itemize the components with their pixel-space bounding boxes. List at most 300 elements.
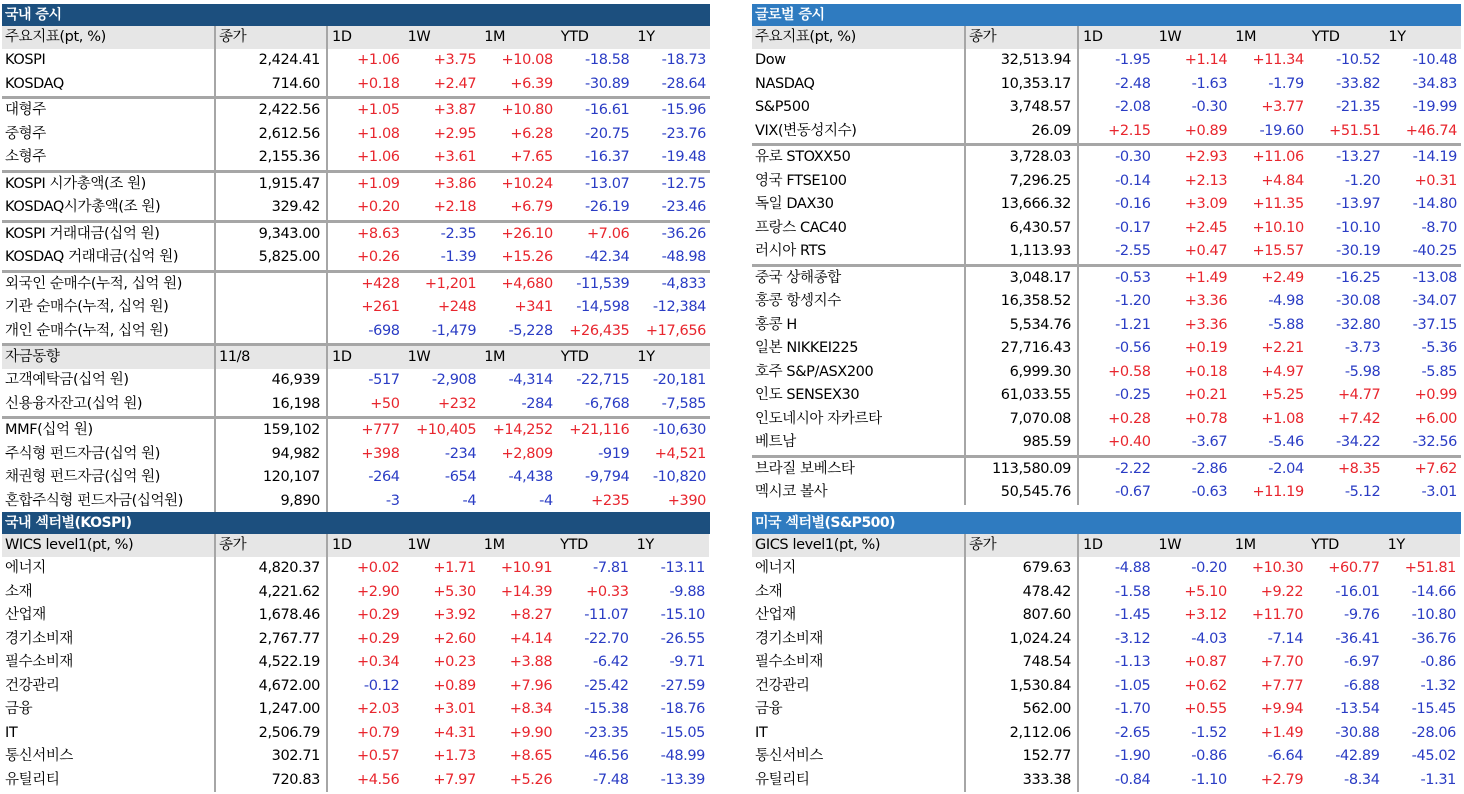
- close-value: 1,915.47: [215, 171, 327, 196]
- table-row: [752, 96, 1461, 120]
- table-row: [752, 265, 1461, 290]
- change-value: +390: [667, 492, 706, 509]
- change-value: +11.06: [1231, 145, 1308, 170]
- change-value: -0.30: [1191, 99, 1228, 116]
- change-value: +0.26: [357, 249, 400, 266]
- column-header: WICS level1(pt, %): [2, 534, 215, 557]
- change-value: -5,228: [508, 322, 553, 339]
- change-value: -1.10: [1191, 771, 1227, 788]
- change-value: +5.25: [1261, 387, 1304, 404]
- table-row: [2, 466, 710, 490]
- change-value: -10.52: [1336, 52, 1381, 69]
- change-value: +3.75: [433, 52, 477, 69]
- change-value: -3: [385, 492, 400, 509]
- table-row: [752, 456, 1461, 481]
- change-value: +3.77: [1261, 99, 1304, 116]
- row-label: KOSPI 거래대금(십억 원): [2, 221, 215, 246]
- change-value: +7.62: [1384, 456, 1461, 481]
- change-value: +0.40: [1108, 434, 1151, 451]
- change-value: +51.51: [1329, 122, 1381, 139]
- change-value: +4.56: [356, 771, 400, 788]
- row-label: 에너지: [2, 557, 215, 581]
- change-value: -15.38: [584, 701, 629, 718]
- table-row: [2, 675, 709, 699]
- change-value: +9.94: [1260, 701, 1304, 718]
- change-value: -2.65: [1114, 724, 1151, 741]
- change-value: -0.16: [1115, 196, 1151, 213]
- change-value: -3.73: [1344, 340, 1381, 357]
- row-label: 에너지: [752, 557, 965, 581]
- change-value: +5.10: [1184, 583, 1227, 600]
- change-value: -6,768: [585, 395, 630, 412]
- table-row: [2, 393, 710, 418]
- row-label: 채권형 펀드자금(십억 원): [2, 466, 215, 490]
- column-header: 1M: [1231, 534, 1307, 557]
- column-header: 1M: [480, 534, 556, 557]
- change-value: -1.20: [1115, 293, 1151, 310]
- change-value: +46.74: [1405, 122, 1457, 139]
- close-value: 27,716.43: [965, 337, 1078, 361]
- table-row: [2, 246, 710, 271]
- table-row: [752, 290, 1461, 314]
- sp500-sector-title: 미국 섹터별(S&P500): [752, 512, 1461, 534]
- sp500-sector-panel: [752, 512, 1461, 792]
- change-value: -1.32: [1420, 677, 1456, 694]
- row-label: 독일 DAX30: [752, 193, 965, 217]
- change-value: -0.56: [1115, 340, 1151, 357]
- change-value: -4,438: [508, 469, 553, 486]
- change-value: +235: [591, 492, 630, 509]
- change-value: -32.56: [1412, 434, 1457, 451]
- table-row: [752, 193, 1461, 217]
- row-label: 중국 상해종합: [752, 265, 965, 290]
- change-value: -10.80: [1411, 607, 1456, 624]
- change-value: +7.06: [557, 221, 634, 246]
- change-value: +0.78: [1184, 410, 1228, 427]
- row-label: 베트남: [752, 431, 965, 456]
- change-value: -27.59: [660, 677, 705, 694]
- close-value: 2,767.77: [215, 628, 327, 652]
- change-value: +11.35: [1252, 196, 1304, 213]
- domestic-market-table: [2, 26, 710, 513]
- column-header: 1Y: [633, 345, 710, 370]
- change-value: -1.63: [1191, 75, 1228, 92]
- change-value: -13.11: [660, 560, 705, 577]
- change-value: -0.14: [1115, 172, 1151, 189]
- table-row: [752, 481, 1461, 505]
- change-value: -5.98: [1344, 363, 1381, 380]
- change-value: +3.01: [433, 701, 476, 718]
- change-value: +428: [327, 271, 404, 296]
- change-value: -34.22: [1336, 434, 1381, 451]
- change-value: +0.47: [1184, 243, 1228, 260]
- change-value: +777: [327, 418, 404, 443]
- change-value: -32.80: [1336, 316, 1381, 333]
- close-value: 6,430.57: [965, 217, 1078, 241]
- change-value: -1.05: [1114, 677, 1151, 694]
- change-value: +4,680: [480, 271, 557, 296]
- close-value: 16,358.52: [965, 290, 1078, 314]
- close-value: 302.71: [215, 745, 327, 769]
- change-value: +1.06: [357, 149, 400, 166]
- close-value: 720.83: [215, 769, 327, 793]
- change-value: -6.64: [1267, 748, 1304, 765]
- row-label: 프랑스 CAC40: [752, 217, 965, 241]
- row-label: 기관 순매수(누적, 십억 원): [2, 296, 215, 320]
- change-value: -36.41: [1335, 630, 1380, 647]
- change-value: +6.28: [510, 125, 553, 142]
- change-value: -9.88: [669, 583, 705, 600]
- column-header: 1D: [327, 26, 404, 49]
- change-value: +0.29: [356, 607, 400, 624]
- close-value: 333.38: [965, 769, 1078, 793]
- close-value: [215, 296, 327, 320]
- table-row: [2, 73, 710, 98]
- table-row: [752, 73, 1461, 97]
- column-header: 주요지표(pt, %): [2, 26, 215, 49]
- change-value: -30.88: [1335, 724, 1380, 741]
- global-market-title: 글로벌 증시: [752, 4, 1461, 26]
- change-value: +2.21: [1261, 340, 1304, 357]
- change-value: -7.48: [593, 771, 629, 788]
- change-value: +2.45: [1184, 219, 1228, 236]
- change-value: -30.19: [1336, 243, 1381, 260]
- close-value: 26.09: [965, 120, 1078, 145]
- change-value: -1.39: [440, 249, 477, 266]
- change-value: -1.70: [1114, 701, 1151, 718]
- change-value: -2,908: [431, 372, 477, 389]
- close-value: 1,678.46: [215, 604, 327, 628]
- change-value: +2.95: [433, 125, 477, 142]
- close-value: [215, 320, 327, 345]
- table-row: [2, 296, 710, 320]
- change-value: +0.20: [357, 199, 400, 216]
- close-value: 4,820.37: [215, 557, 327, 581]
- change-value: +1.09: [327, 171, 404, 196]
- row-label: 외국인 순매수(누적, 십억 원): [2, 271, 215, 296]
- change-value: +7.65: [510, 149, 553, 166]
- change-value: -1.58: [1114, 583, 1151, 600]
- close-value: 50,545.76: [965, 481, 1078, 505]
- column-header: 1D: [1078, 534, 1154, 557]
- change-value: +0.19: [1184, 340, 1228, 357]
- change-value: -16.61: [557, 98, 634, 123]
- change-value: +21,116: [557, 418, 634, 443]
- row-label: 금융: [752, 698, 965, 722]
- change-value: +7.97: [433, 771, 476, 788]
- close-value: 679.63: [965, 557, 1078, 581]
- column-header: 11/8: [215, 345, 327, 370]
- change-value: +2.49: [1231, 265, 1308, 290]
- change-value: -33.82: [1336, 75, 1381, 92]
- column-header: 1Y: [633, 534, 709, 557]
- change-value: +3.12: [1184, 607, 1227, 624]
- row-label: 유틸리티: [752, 769, 965, 793]
- change-value: +2.60: [433, 630, 476, 647]
- change-value: -0.86: [1191, 748, 1227, 765]
- change-value: +51.81: [1404, 560, 1456, 577]
- column-header: 종가: [965, 534, 1078, 557]
- table-row: [752, 604, 1460, 628]
- close-value: 4,522.19: [215, 651, 327, 675]
- change-value: -1.20: [1344, 172, 1381, 189]
- column-header: 1M: [1231, 26, 1308, 49]
- close-value: 985.59: [965, 431, 1078, 456]
- change-value: +248: [437, 299, 477, 316]
- table-row: [752, 675, 1460, 699]
- close-value: 1,024.24: [965, 628, 1078, 652]
- row-label: 산업재: [752, 604, 965, 628]
- change-value: -9,794: [585, 469, 630, 486]
- change-value: -21.35: [1336, 99, 1381, 116]
- change-value: -16.01: [1335, 583, 1380, 600]
- close-value: 4,672.00: [215, 675, 327, 699]
- change-value: -40.25: [1412, 243, 1457, 260]
- change-value: -10,820: [652, 469, 706, 486]
- table-row: [752, 170, 1461, 194]
- close-value: 4,221.62: [215, 581, 327, 605]
- change-value: -36.26: [633, 221, 710, 246]
- table-row: [2, 49, 710, 73]
- change-value: -6.42: [593, 654, 629, 671]
- close-value: 3,048.17: [965, 265, 1078, 290]
- change-value: +3.36: [1184, 293, 1228, 310]
- change-value: -5.88: [1268, 316, 1304, 333]
- change-value: -23.35: [584, 724, 629, 741]
- close-value: 10,353.17: [965, 73, 1078, 97]
- domestic-market-title: 국내 증시: [2, 4, 710, 26]
- change-value: -13.54: [1335, 701, 1380, 718]
- column-header: 1W: [1154, 534, 1230, 557]
- change-value: +0.28: [1108, 410, 1151, 427]
- close-value: 113,580.09: [965, 456, 1078, 481]
- row-label: 러시아 RTS: [752, 240, 965, 265]
- change-value: +0.29: [356, 630, 400, 647]
- row-label: 개인 순매수(누적, 십억 원): [2, 320, 215, 345]
- change-value: -2.22: [1078, 456, 1155, 481]
- close-value: 478.42: [965, 581, 1078, 605]
- header-row: [2, 26, 710, 49]
- header-row: [752, 26, 1461, 49]
- change-value: -4,314: [508, 372, 553, 389]
- close-value: 3,748.57: [965, 96, 1078, 120]
- change-value: +2.18: [433, 199, 477, 216]
- change-value: +4,521: [654, 445, 706, 462]
- table-row: [752, 314, 1461, 338]
- row-label: KOSDAQ시가총액(조 원): [2, 196, 215, 221]
- column-header: 1W: [1155, 26, 1232, 49]
- change-value: +11.34: [1252, 52, 1304, 69]
- change-value: -30.08: [1336, 293, 1381, 310]
- change-value: +8.34: [509, 701, 553, 718]
- change-value: -18.76: [660, 701, 705, 718]
- change-value: -1.13: [1114, 654, 1151, 671]
- table-row: [752, 337, 1461, 361]
- change-value: -7.14: [1267, 630, 1304, 647]
- column-header: YTD: [557, 345, 634, 370]
- close-value: 5,534.76: [965, 314, 1078, 338]
- change-value: -10,630: [633, 418, 710, 443]
- change-value: -26.19: [585, 199, 630, 216]
- table-row: [2, 196, 710, 221]
- change-value: +3.88: [509, 654, 553, 671]
- row-label: 경기소비재: [752, 628, 965, 652]
- sp500-sector-table: [752, 534, 1461, 792]
- change-value: -28.64: [661, 75, 706, 92]
- change-value: +0.87: [1184, 654, 1227, 671]
- change-value: +15.26: [501, 249, 553, 266]
- table-row: [752, 49, 1461, 73]
- change-value: +0.34: [356, 654, 400, 671]
- change-value: +1.49: [1260, 724, 1304, 741]
- change-value: -42.34: [585, 249, 630, 266]
- change-value: +2.13: [1184, 172, 1228, 189]
- row-label: 필수소비재: [752, 651, 965, 675]
- change-value: -8.34: [1344, 771, 1380, 788]
- change-value: -1.31: [1420, 771, 1456, 788]
- change-value: -22.70: [584, 630, 629, 647]
- change-value: +1,201: [404, 271, 481, 296]
- row-label: 통신서비스: [2, 745, 215, 769]
- table-row: [2, 698, 709, 722]
- change-value: +1.08: [357, 125, 400, 142]
- change-value: +2.47: [433, 75, 477, 92]
- kospi-sector-panel: [2, 512, 710, 792]
- row-label: 고객예탁금(십억 원): [2, 369, 215, 393]
- change-value: -13.97: [1336, 196, 1381, 213]
- table-row: [752, 240, 1461, 265]
- change-value: -698: [368, 322, 400, 339]
- change-value: -48.98: [661, 249, 706, 266]
- change-value: -0.67: [1115, 484, 1151, 501]
- change-value: -48.99: [660, 748, 705, 765]
- row-label: 금융: [2, 698, 215, 722]
- row-label: 주식형 펀드자금(십억 원): [2, 443, 215, 467]
- change-value: +10.08: [501, 52, 553, 69]
- change-value: -30.89: [585, 75, 630, 92]
- change-value: +0.02: [356, 560, 400, 577]
- change-value: -4: [462, 492, 477, 509]
- global-market-panel: [752, 4, 1461, 505]
- change-value: -0.53: [1078, 265, 1155, 290]
- close-value: 16,198: [215, 393, 327, 418]
- row-label: 소재: [2, 581, 215, 605]
- table-row: [752, 769, 1460, 793]
- change-value: +261: [361, 299, 400, 316]
- header-row: [752, 534, 1460, 557]
- change-value: -19.99: [1412, 99, 1457, 116]
- change-value: -15.45: [1411, 701, 1456, 718]
- change-value: -1.52: [1191, 724, 1227, 741]
- column-header: 주요지표(pt, %): [752, 26, 965, 49]
- change-value: +8.63: [327, 221, 404, 246]
- change-value: -0.30: [1078, 145, 1155, 170]
- change-value: +7.42: [1337, 410, 1381, 427]
- change-value: +1.49: [1155, 265, 1232, 290]
- close-value: 32,513.94: [965, 49, 1078, 73]
- change-value: -264: [368, 469, 400, 486]
- change-value: -919: [598, 445, 630, 462]
- domestic-market-panel: [2, 4, 710, 513]
- column-header: 1D: [327, 534, 403, 557]
- change-value: -4.98: [1268, 293, 1304, 310]
- change-value: +0.99: [1414, 387, 1457, 404]
- change-value: +2.15: [1108, 122, 1151, 139]
- change-value: -15.10: [660, 607, 705, 624]
- change-value: +3.92: [433, 607, 476, 624]
- change-value: +60.77: [1328, 560, 1380, 577]
- table-row: [752, 557, 1460, 581]
- change-value: -12,384: [652, 299, 706, 316]
- change-value: -18.58: [585, 52, 630, 69]
- change-value: +2.79: [1260, 771, 1304, 788]
- table-row: [2, 320, 710, 345]
- change-value: -1.21: [1115, 316, 1151, 333]
- change-value: -0.20: [1191, 560, 1227, 577]
- close-value: 2,422.56: [215, 98, 327, 123]
- change-value: -10.48: [1412, 52, 1457, 69]
- table-row: [2, 745, 709, 769]
- change-value: -14.19: [1384, 145, 1461, 170]
- table-row: [752, 722, 1460, 746]
- close-value: 1,113.93: [965, 240, 1078, 265]
- column-header: 1Y: [1384, 26, 1461, 49]
- change-value: +0.62: [1184, 677, 1227, 694]
- change-value: -14,598: [576, 299, 630, 316]
- change-value: -13.08: [1384, 265, 1461, 290]
- change-value: -1,479: [431, 322, 477, 339]
- change-value: -11.07: [584, 607, 629, 624]
- column-header: GICS level1(pt, %): [752, 534, 965, 557]
- column-header: 1D: [327, 345, 404, 370]
- change-value: +1.05: [327, 98, 404, 123]
- close-value: 1,247.00: [215, 698, 327, 722]
- close-value: 748.54: [965, 651, 1078, 675]
- change-value: -16.25: [1308, 265, 1385, 290]
- change-value: +6.00: [1414, 410, 1457, 427]
- change-value: -0.63: [1191, 484, 1228, 501]
- change-value: +0.89: [433, 677, 476, 694]
- change-value: +10.91: [500, 560, 553, 577]
- header-row: [2, 534, 709, 557]
- change-value: -5.36: [1421, 340, 1457, 357]
- change-value: -23.46: [661, 199, 706, 216]
- row-label: 유틸리티: [2, 769, 215, 793]
- change-value: -37.15: [1412, 316, 1457, 333]
- change-value: +2.03: [356, 701, 400, 718]
- table-row: [2, 369, 710, 393]
- change-value: -5.46: [1268, 434, 1304, 451]
- column-header: YTD: [1308, 26, 1385, 49]
- table-row: [2, 271, 710, 296]
- change-value: +2,809: [501, 445, 553, 462]
- change-value: -13.39: [660, 771, 705, 788]
- column-header: 1W: [403, 534, 479, 557]
- change-value: +6.39: [510, 75, 553, 92]
- close-value: [215, 271, 327, 296]
- change-value: -6.88: [1344, 677, 1380, 694]
- change-value: -19.48: [661, 149, 706, 166]
- table-row: [752, 628, 1460, 652]
- column-header: 1W: [404, 26, 481, 49]
- table-row: [2, 651, 709, 675]
- row-label: 홍콩 항셍지수: [752, 290, 965, 314]
- change-value: -34.07: [1412, 293, 1457, 310]
- change-value: -8.70: [1421, 219, 1457, 236]
- change-value: +50: [370, 395, 400, 412]
- close-value: 61,033.55: [965, 384, 1078, 408]
- close-value: 7,070.08: [965, 408, 1078, 432]
